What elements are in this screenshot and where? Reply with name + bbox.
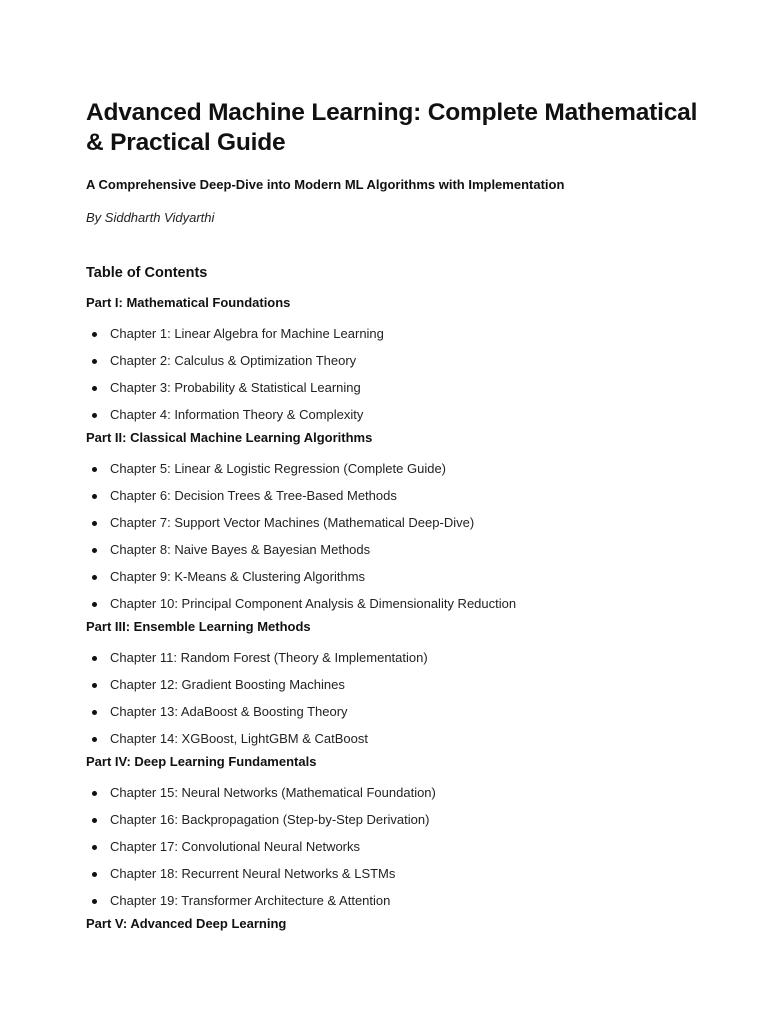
bullet-dot-icon — [92, 386, 97, 391]
chapter-item — [86, 569, 706, 585]
chapter-label: Chapter 2: Calculus & Optimization Theory — [110, 353, 357, 368]
chapter-label: Chapter 18: Recurrent Neural Networks & LSTMs — [110, 866, 396, 881]
chapter-item — [86, 488, 706, 504]
bullet-dot-icon — [92, 359, 97, 364]
chapter-label: Chapter 5: Linear & Logistic Regression (Complete Guide) — [110, 461, 447, 476]
chapter-label: Chapter 6: Decision Trees & Tree-Based Methods — [110, 488, 397, 503]
chapter-label: Chapter 1: Linear Algebra for Machine Learning — [110, 326, 384, 341]
chapter-label: Chapter 17: Convolutional Neural Networks — [110, 839, 361, 854]
chapter-item — [86, 326, 706, 342]
bullet-dot-icon — [92, 737, 97, 742]
chapter-label: Chapter 14: XGBoost, LightGBM & CatBoost — [110, 731, 368, 746]
document-subtitle: A Comprehensive Deep-Dive into Modern ML Algorithms with Implementation — [86, 177, 565, 192]
toc-part — [86, 754, 706, 909]
toc-part — [86, 430, 706, 612]
chapter-item — [86, 515, 706, 531]
bullet-dot-icon — [92, 845, 97, 850]
chapter-label: Chapter 15: Neural Networks (Mathematical Foundation) — [110, 785, 436, 800]
chapter-label: Chapter 16: Backpropagation (Step-by-Step Derivation) — [110, 812, 430, 827]
chapter-item — [86, 380, 706, 396]
toc-part-title: Part I: Mathematical Foundations — [86, 295, 291, 310]
bullet-dot-icon — [92, 656, 97, 661]
chapter-label: Chapter 10: Principal Component Analysis & Dimensionality Reduction — [110, 596, 517, 611]
chapter-list — [86, 326, 706, 423]
chapter-item — [86, 542, 706, 558]
bullet-dot-icon — [92, 899, 97, 904]
chapter-item — [86, 461, 706, 477]
bullet-dot-icon — [92, 602, 97, 607]
toc-part-title: Part II: Classical Machine Learning Algorithms — [86, 430, 373, 445]
chapter-label: Chapter 13: AdaBoost & Boosting Theory — [110, 704, 348, 719]
chapter-item — [86, 353, 706, 369]
chapter-item — [86, 839, 706, 855]
chapter-item — [86, 866, 706, 882]
chapter-list — [86, 461, 706, 612]
chapter-item — [86, 704, 706, 720]
chapter-label: Chapter 9: K-Means & Clustering Algorithms — [110, 569, 366, 584]
chapter-label: Chapter 4: Information Theory & Complexity — [110, 407, 364, 422]
chapter-item — [86, 677, 706, 693]
bullet-dot-icon — [92, 710, 97, 715]
toc-part-title: Part V: Advanced Deep Learning — [86, 916, 287, 931]
toc-part — [86, 619, 706, 747]
bullet-dot-icon — [92, 683, 97, 688]
chapter-item — [86, 785, 706, 801]
chapter-list — [86, 650, 706, 747]
toc-heading: Table of Contents — [86, 265, 208, 281]
toc-part-title: Part IV: Deep Learning Fundamentals — [86, 754, 317, 769]
toc-parts — [86, 295, 706, 932]
chapter-label: Chapter 8: Naive Bayes & Bayesian Methods — [110, 542, 371, 557]
document-content — [86, 98, 706, 932]
bullet-dot-icon — [92, 494, 97, 499]
bullet-dot-icon — [92, 791, 97, 796]
bullet-dot-icon — [92, 818, 97, 823]
toc-part — [86, 916, 706, 932]
bullet-dot-icon — [92, 332, 97, 337]
chapter-item — [86, 893, 706, 909]
chapter-label: Chapter 11: Random Forest (Theory & Implementation) — [110, 650, 428, 665]
bullet-dot-icon — [92, 872, 97, 877]
toc-part — [86, 295, 706, 423]
chapter-label: Chapter 3: Probability & Statistical Learning — [110, 380, 361, 395]
bullet-dot-icon — [92, 467, 97, 472]
chapter-item — [86, 812, 706, 828]
document-title: Advanced Machine Learning: Complete Mathematical & Practical Guide — [86, 99, 698, 156]
bullet-dot-icon — [92, 521, 97, 526]
bullet-dot-icon — [92, 548, 97, 553]
toc-part-title: Part III: Ensemble Learning Methods — [86, 619, 311, 634]
chapter-item — [86, 650, 706, 666]
chapter-item — [86, 407, 706, 423]
chapter-item — [86, 596, 706, 612]
bullet-dot-icon — [92, 575, 97, 580]
chapter-item — [86, 731, 706, 747]
chapter-label: Chapter 7: Support Vector Machines (Mathematical Deep-Dive) — [110, 515, 475, 530]
chapter-label: Chapter 12: Gradient Boosting Machines — [110, 677, 345, 692]
bullet-dot-icon — [92, 413, 97, 418]
chapter-label: Chapter 19: Transformer Architecture & Attention — [110, 893, 391, 908]
chapter-list — [86, 785, 706, 909]
document-author: By Siddharth Vidyarthi — [86, 210, 215, 225]
